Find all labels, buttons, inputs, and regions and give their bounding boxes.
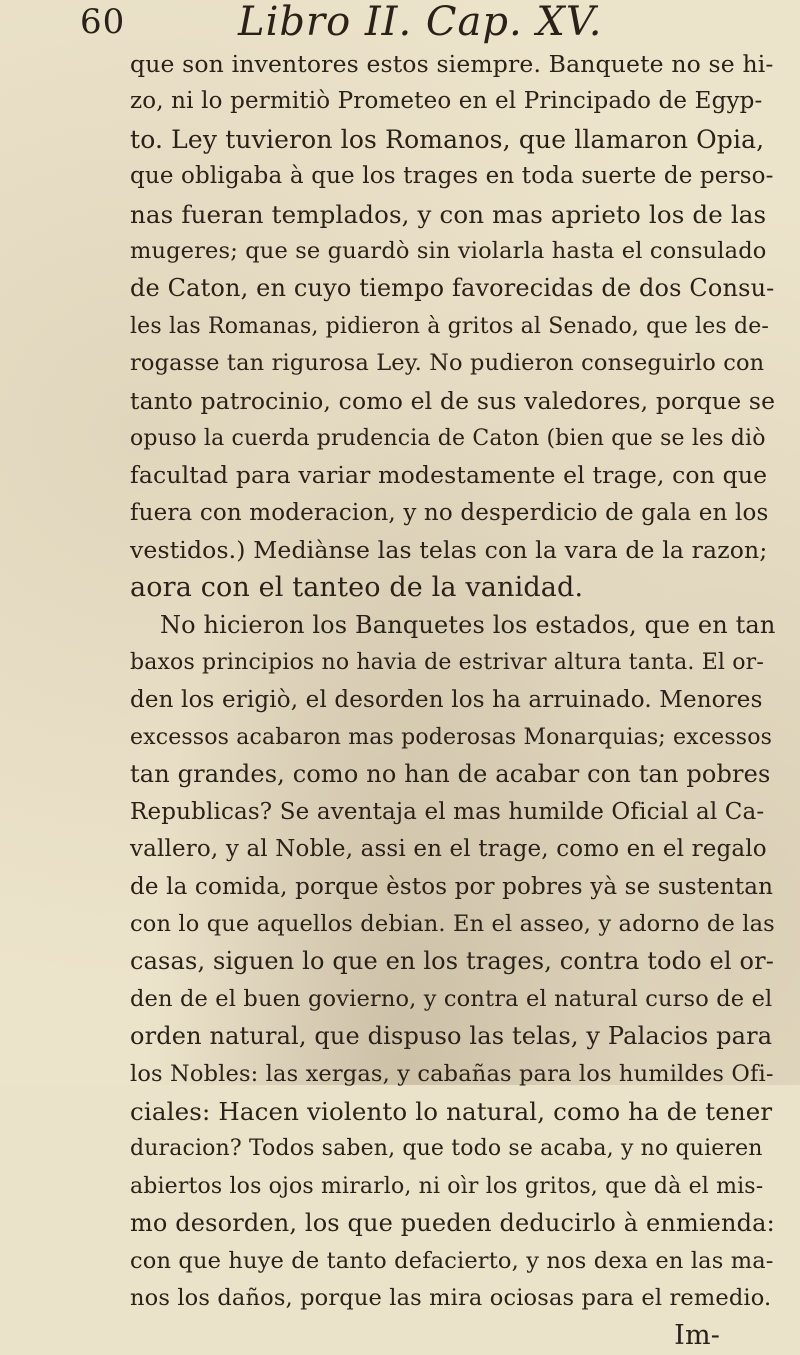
text-line: baxos principios no havia de estrivar altura tanta. El or- <box>130 650 764 676</box>
text-line: orden natural, que dispuso las telas, y Palacios para <box>130 1022 773 1051</box>
text-line: Republicas? Se aventaja el mas humilde Oficial al Ca- <box>130 798 765 825</box>
text-line: abiertos los ojos mirarlo, ni oìr los gritos, que dà el mis- <box>130 1173 764 1199</box>
text-line: den los erigiò, el desorden los ha arruinado. Menores <box>130 686 763 713</box>
text-line: excessos acabaron mas poderosas Monarquias; excessos <box>130 725 773 751</box>
text-line: de Caton, en cuyo tiempo favorecidas de dos Consu- <box>130 274 775 303</box>
text-line: mo desorden, los que pueden deducirlo à enmienda: <box>130 1209 775 1238</box>
running-head: Libro II. Cap. XV. <box>238 0 603 45</box>
text-line: ciales: Hacen violento lo natural, como ha de tener <box>130 1096 773 1126</box>
text-line: que obligaba à que los trages en toda suerte de perso- <box>130 163 774 190</box>
text-line: los Nobles: las xergas, y cabañas para los humildes Ofi- <box>130 1060 774 1087</box>
text-line: mugeres; que se guardò sin violarla hasta el consulado <box>130 237 767 264</box>
text-line: nos los daños, porque las mira ociosas para el remedio. <box>130 1284 772 1311</box>
text-line: zo, ni lo permitiò Prometeo en el Principado de Egyp- <box>130 88 763 115</box>
text-line: duracion? Todos saben, que todo se acaba, y no quieren <box>130 1136 763 1162</box>
text-line: tanto patrocinio, como el de sus valedores, porque se <box>130 386 776 415</box>
text-line: tan grandes, como no han de acabar con tan pobres <box>130 760 771 789</box>
text-line: facultad para variar modestamente el trage, con que <box>130 461 768 490</box>
page-number: 60 <box>80 2 126 42</box>
text-line: les las Romanas, pidieron à gritos al Senado, que les de- <box>130 313 769 339</box>
text-line: rogasse tan rigurosa Ley. No pudieron conseguirlo con <box>130 350 765 377</box>
text-line: fuera con moderacion, y no desperdicio de gala en los <box>130 499 769 526</box>
text-line: vallero, y al Noble, assi en el trage, como en el regalo <box>130 836 767 863</box>
text-line: nas fueran templados, y con mas aprieto los de las <box>130 199 767 229</box>
text-line: que son inventores estos siempre. Banquete no se hi- <box>130 50 774 78</box>
paragraph-start-line: No hicieron los Banquetes los estados, que en tan <box>160 610 776 639</box>
text-line: vestidos.) Mediànse las telas con la vara de la razon; <box>130 536 768 565</box>
text-line: to. Ley tuvieron los Romanos, que llamaron Opia, <box>130 124 765 154</box>
body-text <box>130 46 775 1355</box>
text-line: de la comida, porque èstos por pobres yà se sustentan <box>130 873 774 900</box>
catchword: Im- <box>674 1320 720 1352</box>
text-line: casas, siguen lo que en los trages, contra todo el or- <box>130 947 774 976</box>
text-line: aora con el tanteo de la vanidad. <box>130 572 584 604</box>
text-line: con lo que aquellos debian. En el asseo, y adorno de las <box>130 910 775 937</box>
text-line: den de el buen govierno, y contra el natural curso de el <box>130 985 773 1012</box>
text-line: con que huye de tanto defacierto, y nos dexa en las ma- <box>130 1247 774 1274</box>
text-line: opuso la cuerda prudencia de Caton (bien que se les diò <box>130 425 766 451</box>
page-header <box>0 0 800 44</box>
